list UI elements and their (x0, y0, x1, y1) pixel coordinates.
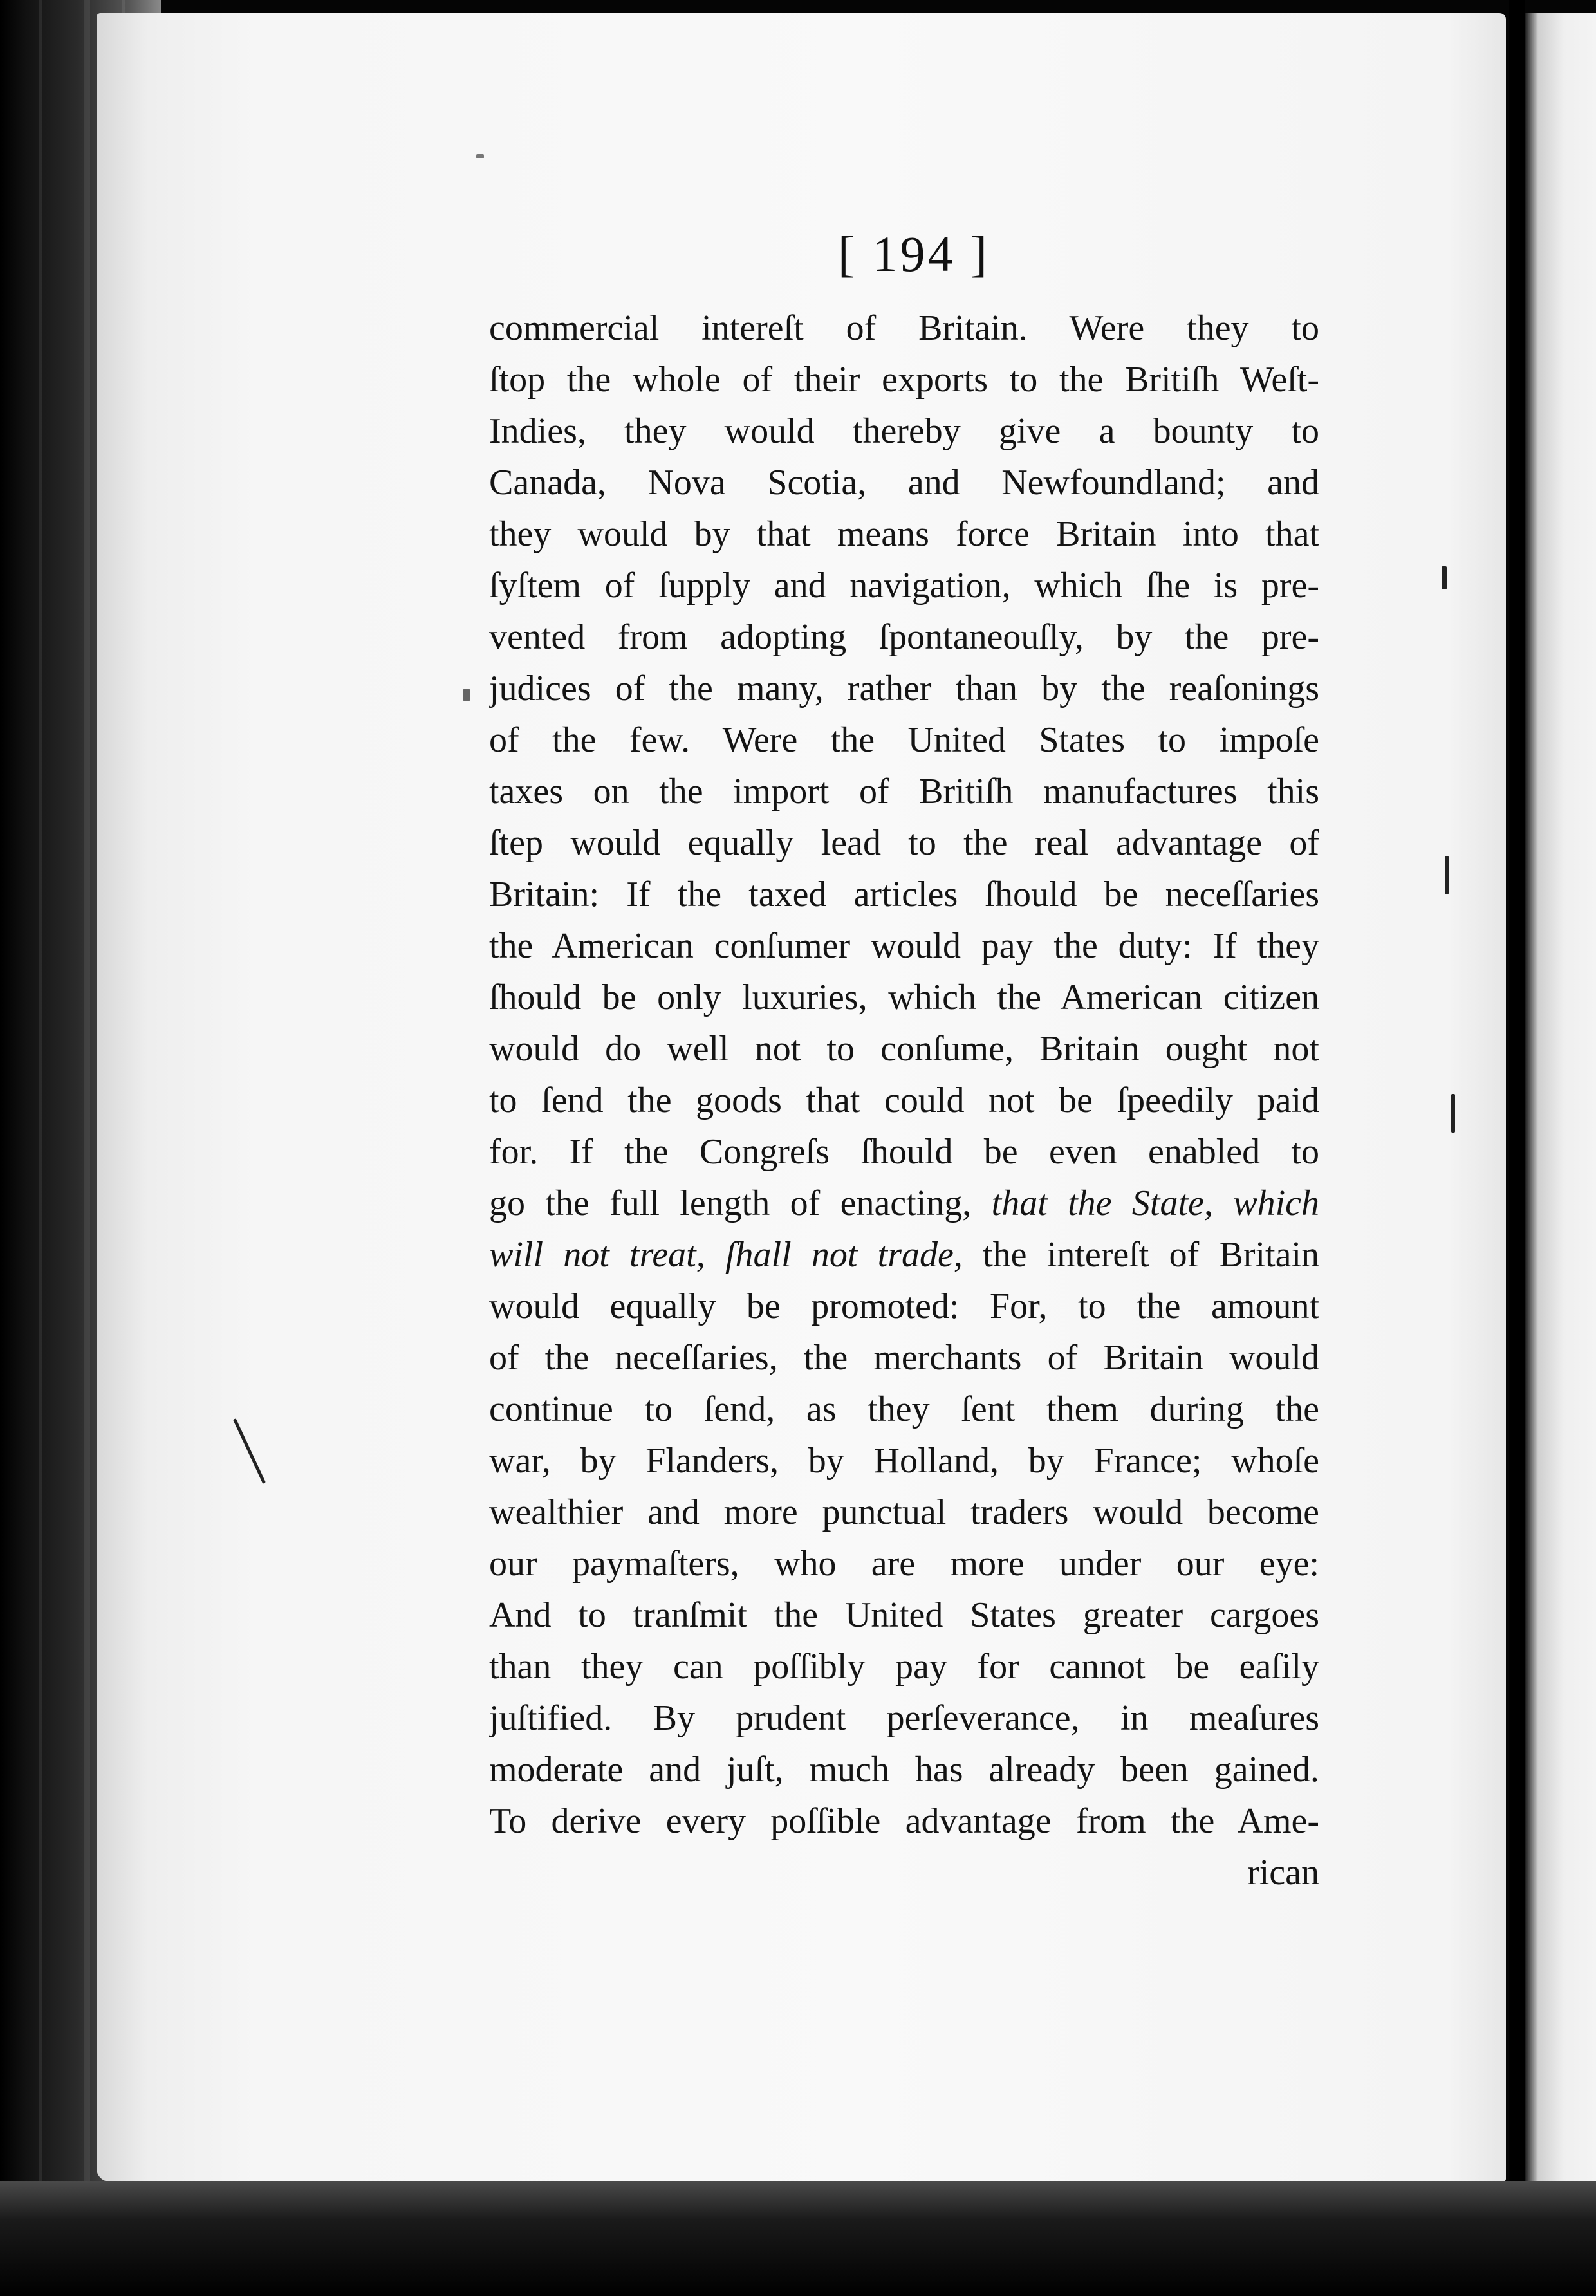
text-line: ſyſtem of ſupply and navigation, which ſhe is pre- (489, 566, 1319, 606)
text-line: our paymaſters, who are more under our eye: (489, 1544, 1319, 1584)
text-line: ſtep would equally lead to the real advantage of (489, 823, 1319, 863)
text-line: war, by Flanders, by Holland, by France; whoſe (489, 1441, 1319, 1481)
text-line: will not treat, ſhall not trade, the intereſt of Britain (489, 1235, 1319, 1275)
text-line: would do well not to conſume, Britain ought not (489, 1029, 1319, 1069)
page-gutter (1509, 0, 1525, 2296)
text-line: they would by that means force Britain into that (489, 514, 1319, 554)
text-line: And to tranſmit the United States greater cargoes (489, 1595, 1319, 1635)
text-line: the American conſumer would pay the duty: If they (489, 926, 1319, 966)
text-line: judices of the many, rather than by the reaſonings (489, 669, 1319, 708)
text-line: Indies, they would thereby give a bounty to (489, 411, 1319, 451)
text-line: wealthier and more punctual traders would become (489, 1492, 1319, 1532)
text-line: of the few. Were the United States to impoſe (489, 720, 1319, 760)
text-line: would equally be promoted: For, to the amount (489, 1286, 1319, 1326)
binding-streak (84, 0, 90, 2296)
margin-mark (1442, 566, 1447, 589)
margin-mark (476, 154, 484, 158)
text-line: juſtified. By prudent perſeverance, in meaſures (489, 1698, 1319, 1738)
text-line: To derive every poſſible advantage from the Ame- (489, 1801, 1319, 1841)
text-line: moderate and juſt, much has already been gained. (489, 1750, 1319, 1790)
page-number: [ 194 ] (838, 226, 990, 282)
margin-mark (1451, 1094, 1455, 1133)
text-line: for. If the Congreſs ſhould be even enabled to (489, 1132, 1319, 1172)
text-line: ſhould be only luxuries, which the American citizen (489, 977, 1319, 1017)
margin-mark (1445, 856, 1449, 894)
text-line: vented from adopting ſpontaneouſly, by the pre- (489, 617, 1319, 657)
text-line: to ſend the goods that could not be ſpeedily paid (489, 1080, 1319, 1120)
text-line: commercial intereſt of Britain. Were they to (489, 308, 1319, 348)
text-line: go the full length of enacting, that the State, which (489, 1183, 1319, 1223)
text-line: than they can poſſibly pay for cannot be eaſily (489, 1647, 1319, 1687)
scan-bottom-edge (0, 2181, 1596, 2296)
facing-page-edge (1525, 13, 1596, 2278)
text-line: of the neceſſaries, the merchants of Britain would (489, 1338, 1319, 1378)
text-body (489, 302, 1319, 1898)
text-line: taxes on the import of Britiſh manufactures this (489, 772, 1319, 811)
text-line: ſtop the whole of their exports to the Britiſh Weſt- (489, 360, 1319, 400)
margin-mark (463, 689, 470, 701)
text-line: Canada, Nova Scotia, and Newfoundland; and (489, 463, 1319, 503)
binding-streak (39, 0, 42, 2296)
catchword: rican (1247, 1853, 1319, 1893)
text-line: continue to ſend, as they ſent them during the (489, 1389, 1319, 1429)
text-line: Britain: If the taxed articles ſhould be neceſſaries (489, 875, 1319, 914)
